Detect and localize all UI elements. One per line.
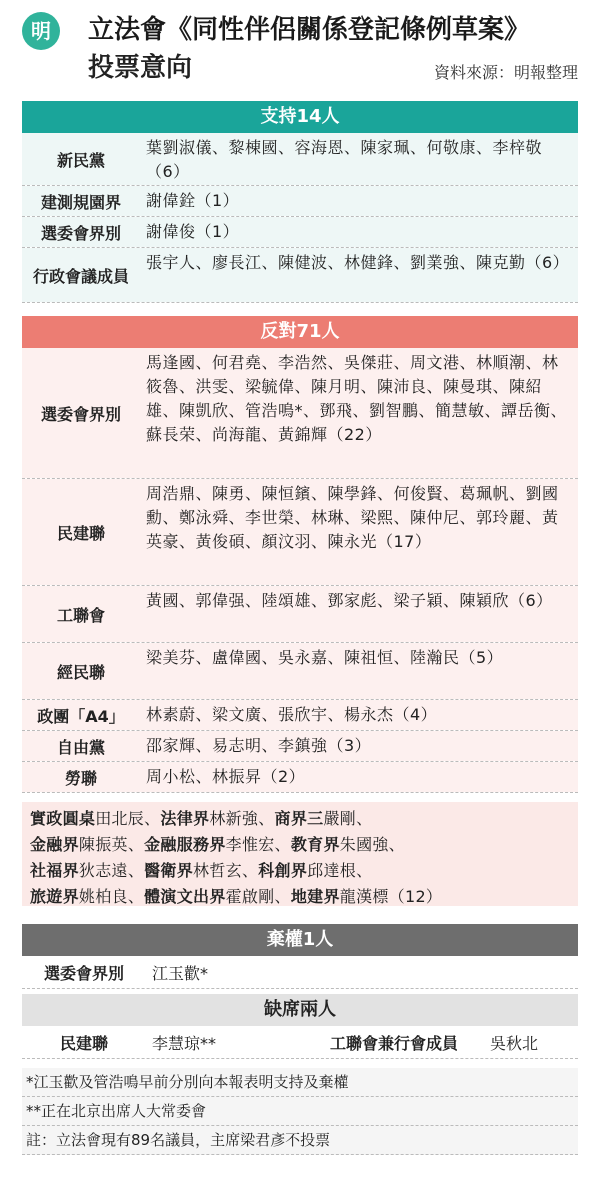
table-row — [22, 1026, 578, 1059]
member-name: 霍啟剛 — [225, 887, 275, 906]
member-names: 江玉歡* — [152, 963, 209, 983]
member-names: 梁美芬、盧偉國、吳永嘉、陳祖恒、陸瀚民（5） — [140, 643, 578, 699]
party-label: 新民黨 — [22, 133, 140, 185]
footnote: **正在北京出席人大常委會 — [22, 1097, 578, 1126]
sector-name: 體演文出界 — [144, 887, 226, 906]
sector-name: 地建界 — [290, 887, 340, 906]
sector-name: 金融界 — [30, 835, 79, 854]
table-row — [22, 217, 578, 248]
table-row — [22, 479, 578, 586]
party-label: 經民聯 — [22, 643, 140, 699]
abstain-header: 棄權1人 — [22, 924, 578, 956]
party-label: 工聯會兼行會成員 — [329, 1033, 458, 1053]
support-section — [22, 101, 578, 303]
party-label: 民建聯 — [22, 479, 140, 585]
member-name: 林新強 — [209, 809, 259, 828]
member-names: 謝偉銓（1） — [140, 186, 578, 216]
member-names: 吳秋北 — [490, 1033, 539, 1053]
member-name: 狄志遠 — [78, 861, 128, 880]
sector-name: 商界三 — [274, 809, 324, 828]
table-row — [22, 586, 578, 643]
sector-name: 社福界 — [30, 861, 79, 880]
absent-section — [22, 994, 578, 1059]
member-name: 嚴剛 — [323, 809, 357, 828]
table-row — [22, 248, 578, 303]
footnotes — [22, 1068, 578, 1155]
table-row — [22, 956, 578, 989]
party-label: 建測規園界 — [22, 186, 140, 216]
table-row — [22, 133, 578, 186]
member-names: 李慧琼** — [152, 1033, 217, 1053]
member-names: 周浩鼎、陳勇、陳恒鑌、陳學鋒、何俊賢、葛珮帆、劉國勳、鄭泳舜、李世榮、林琳、梁熙、陳仲尼、郭玲麗、黃英豪、黃俊碩、顏汶羽、陳永光（17） — [140, 479, 578, 585]
table-row — [22, 762, 578, 793]
abstain-section — [22, 924, 578, 989]
member-names: 張宇人、廖長江、陳健波、林健鋒、劉業強、陳克勤（6） — [140, 248, 578, 302]
party-label: 勞聯 — [22, 762, 140, 792]
sector-name: 教育界 — [290, 835, 340, 854]
functional-constituency-block: 實政圓桌田北辰、法律界林新強、商界三嚴剛、 金融界陳振英、金融服務界李惟宏、教育界朱國強、 社福界狄志遠、醫衛界林哲玄、科創界邱達根、 旅遊界姚柏良、體演文出界霍啟剛、地建界龍漢標（12） — [22, 802, 578, 906]
source-note: 資料來源：明報整理 — [433, 63, 578, 82]
member-name: 林哲玄 — [193, 861, 242, 880]
party-label: 選委會界別 — [22, 217, 140, 247]
party-label: 選委會界別 — [43, 963, 124, 983]
party-label: 工聯會 — [22, 586, 140, 642]
table-row — [22, 643, 578, 700]
member-name: 朱國強 — [339, 835, 389, 854]
footnote: 註：立法會現有89名議員，主席梁君彥不投票 — [22, 1126, 578, 1155]
table-row — [22, 731, 578, 762]
sector-name: 法律界 — [160, 809, 210, 828]
party-label: 民建聯 — [59, 1033, 108, 1053]
table-row — [22, 700, 578, 731]
member-name: 李惟宏 — [225, 835, 275, 854]
table-row — [22, 186, 578, 217]
count: （12） — [388, 887, 443, 906]
party-label: 政團「A4」 — [22, 700, 140, 730]
support-header: 支持14人 — [22, 101, 578, 133]
table-row — [22, 348, 578, 479]
sector-name: 旅遊界 — [30, 887, 79, 906]
member-names: 林素蔚、梁文廣、張欣宇、楊永杰（4） — [140, 700, 578, 730]
member-name: 邱達根 — [307, 861, 357, 880]
member-names: 謝偉俊（1） — [140, 217, 578, 247]
member-names: 周小松、林振昇（2） — [140, 762, 578, 792]
member-names: 葉劉淑儀、黎棟國、容海恩、陳家珮、何敬康、李梓敬（6） — [140, 133, 578, 185]
member-names: 邵家輝、易志明、李鎮強（3） — [140, 731, 578, 761]
member-name: 龍漢標 — [339, 887, 389, 906]
sector-name: 實政圓桌 — [30, 809, 96, 828]
party-label: 行政會議成員 — [22, 248, 140, 302]
member-name: 田北辰 — [95, 809, 145, 828]
sector-name: 醫衛界 — [144, 861, 194, 880]
member-name: 陳振英 — [78, 835, 128, 854]
member-names: 黃國、郭偉强、陸頌雄、鄧家彪、梁子穎、陳穎欣（6） — [140, 586, 578, 642]
oppose-section — [22, 316, 578, 793]
party-label: 選委會界別 — [22, 348, 140, 478]
absent-header: 缺席兩人 — [22, 994, 578, 1026]
sector-name: 科創界 — [258, 861, 308, 880]
sector-name: 金融服務界 — [144, 835, 226, 854]
ming-pao-logo: 明 — [22, 12, 60, 50]
member-names: 馬逢國、何君堯、李浩然、吳傑莊、周文港、林順潮、林筱魯、洪雯、梁毓偉、陳月明、陳沛良、陳曼琪、陳紹雄、陳凱欣、管浩鳴*、鄧飛、劉智鵬、簡慧敏、譚岳衡、蘇長荣、尚海龍、黃錦輝（22） — [140, 348, 578, 478]
member-name: 姚柏良 — [78, 887, 128, 906]
page-title: 立法會《同性伴侶關係登記條例草案》 — [88, 15, 531, 45]
footnote: *江玉歡及管浩鳴早前分別向本報表明支持及棄權 — [22, 1068, 578, 1097]
oppose-header: 反對71人 — [22, 316, 578, 348]
page-subtitle: 投票意向 — [88, 53, 193, 83]
party-label: 自由黨 — [22, 731, 140, 761]
